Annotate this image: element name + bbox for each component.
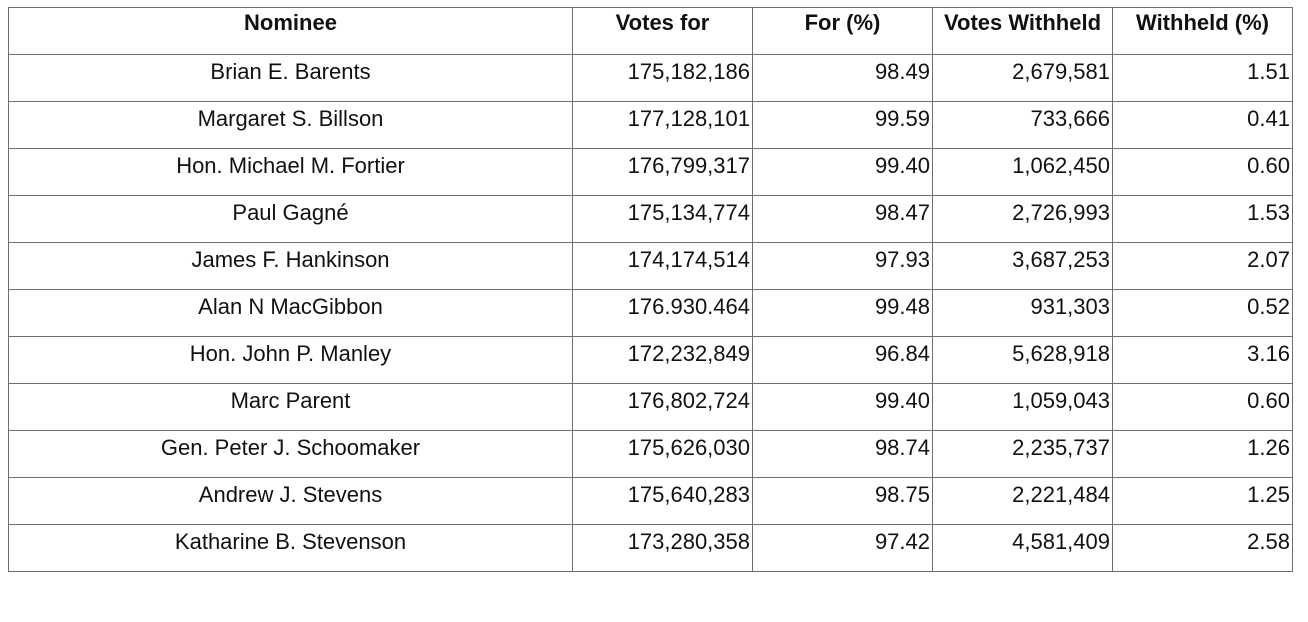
cell-withheld-percent: 2.58 (1113, 525, 1293, 572)
cell-votes-for: 175,626,030 (573, 431, 753, 478)
cell-votes-withheld: 5,628,918 (933, 337, 1113, 384)
cell-for-percent: 99.40 (753, 149, 933, 196)
header-for-percent: For (%) (753, 8, 933, 55)
cell-for-percent: 97.93 (753, 243, 933, 290)
cell-votes-for: 176,802,724 (573, 384, 753, 431)
cell-votes-withheld: 733,666 (933, 102, 1113, 149)
cell-for-percent: 98.74 (753, 431, 933, 478)
cell-withheld-percent: 1.53 (1113, 196, 1293, 243)
cell-nominee: Paul Gagné (9, 196, 573, 243)
cell-for-percent: 98.47 (753, 196, 933, 243)
header-withheld-percent: Withheld (%) (1113, 8, 1293, 55)
cell-votes-withheld: 4,581,409 (933, 525, 1113, 572)
cell-nominee: Gen. Peter J. Schoomaker (9, 431, 573, 478)
cell-withheld-percent: 0.52 (1113, 290, 1293, 337)
cell-withheld-percent: 3.16 (1113, 337, 1293, 384)
cell-votes-for: 173,280,358 (573, 525, 753, 572)
header-row (9, 8, 1293, 55)
cell-withheld-percent: 1.51 (1113, 55, 1293, 102)
cell-votes-for: 177,128,101 (573, 102, 753, 149)
cell-votes-for: 176.930.464 (573, 290, 753, 337)
cell-for-percent: 98.49 (753, 55, 933, 102)
cell-votes-withheld: 3,687,253 (933, 243, 1113, 290)
cell-nominee: Hon. John P. Manley (9, 337, 573, 384)
table-row (9, 337, 1293, 384)
cell-nominee: Margaret S. Billson (9, 102, 573, 149)
cell-withheld-percent: 0.41 (1113, 102, 1293, 149)
table-row (9, 431, 1293, 478)
header-votes-for: Votes for (573, 8, 753, 55)
cell-for-percent: 98.75 (753, 478, 933, 525)
cell-votes-withheld: 1,062,450 (933, 149, 1113, 196)
cell-votes-for: 175,134,774 (573, 196, 753, 243)
cell-for-percent: 99.40 (753, 384, 933, 431)
cell-nominee: Marc Parent (9, 384, 573, 431)
cell-nominee: Andrew J. Stevens (9, 478, 573, 525)
cell-votes-withheld: 2,235,737 (933, 431, 1113, 478)
cell-nominee: Alan N MacGibbon (9, 290, 573, 337)
cell-nominee: Katharine B. Stevenson (9, 525, 573, 572)
table-row (9, 55, 1293, 102)
table-row (9, 196, 1293, 243)
cell-votes-for: 175,182,186 (573, 55, 753, 102)
header-nominee: Nominee (9, 8, 573, 55)
table-row (9, 149, 1293, 196)
cell-votes-for: 175,640,283 (573, 478, 753, 525)
cell-for-percent: 96.84 (753, 337, 933, 384)
cell-for-percent: 99.48 (753, 290, 933, 337)
cell-nominee: James F. Hankinson (9, 243, 573, 290)
cell-votes-withheld: 2,679,581 (933, 55, 1113, 102)
cell-withheld-percent: 0.60 (1113, 149, 1293, 196)
table-body (9, 55, 1293, 572)
table-row (9, 243, 1293, 290)
cell-votes-withheld: 2,726,993 (933, 196, 1113, 243)
cell-withheld-percent: 0.60 (1113, 384, 1293, 431)
cell-withheld-percent: 2.07 (1113, 243, 1293, 290)
table-row (9, 525, 1293, 572)
cell-for-percent: 97.42 (753, 525, 933, 572)
table-row (9, 384, 1293, 431)
cell-nominee: Brian E. Barents (9, 55, 573, 102)
cell-votes-withheld: 2,221,484 (933, 478, 1113, 525)
cell-withheld-percent: 1.26 (1113, 431, 1293, 478)
cell-for-percent: 99.59 (753, 102, 933, 149)
cell-nominee: Hon. Michael M. Fortier (9, 149, 573, 196)
cell-votes-for: 176,799,317 (573, 149, 753, 196)
voting-results-table (8, 7, 1293, 572)
header-votes-withheld: Votes Withheld (933, 8, 1113, 55)
cell-votes-withheld: 1,059,043 (933, 384, 1113, 431)
cell-votes-for: 174,174,514 (573, 243, 753, 290)
cell-votes-for: 172,232,849 (573, 337, 753, 384)
table-row (9, 102, 1293, 149)
cell-votes-withheld: 931,303 (933, 290, 1113, 337)
table-row (9, 478, 1293, 525)
table-row (9, 290, 1293, 337)
cell-withheld-percent: 1.25 (1113, 478, 1293, 525)
